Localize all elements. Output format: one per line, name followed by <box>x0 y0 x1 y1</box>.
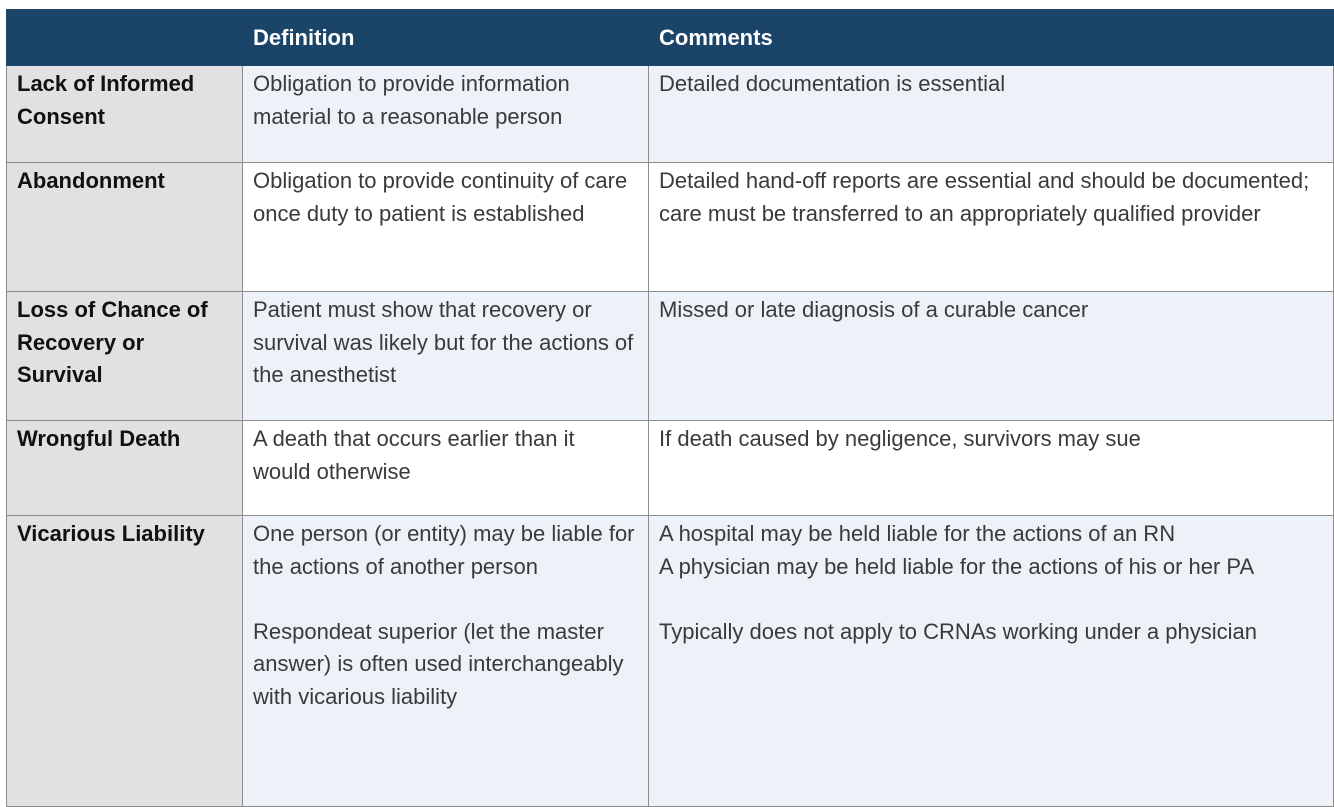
comments-cell <box>649 516 1334 807</box>
header-definition: Definition <box>243 10 649 66</box>
definition-cell <box>243 163 649 292</box>
comments-text: A physician may be held liable for the actions of his or her PA <box>659 553 1255 579</box>
paragraph-gap <box>253 583 638 616</box>
comments-text: Missed or late diagnosis of a curable cancer <box>659 297 1089 322</box>
term-cell: Loss of Chance of Recovery or Survival <box>7 292 243 421</box>
table-header-row <box>7 10 1334 66</box>
table-row <box>7 66 1334 163</box>
legal-terms-table <box>6 9 1334 807</box>
definition-text: Respondeat superior (let the master answer) is often used interchangeably with vicarious liability <box>253 618 624 709</box>
table-row <box>7 292 1334 421</box>
comments-cell <box>649 163 1334 292</box>
term-cell: Wrongful Death <box>7 421 243 516</box>
term-cell: Lack of Informed Consent <box>7 66 243 163</box>
header-term <box>7 10 243 66</box>
comments-cell <box>649 421 1334 516</box>
definition-cell <box>243 292 649 421</box>
comments-text: A hospital may be held liable for the actions of an RN <box>659 521 1176 546</box>
legal-terms-table-container <box>6 9 1333 807</box>
definition-text: A death that occurs earlier than it would otherwise <box>253 426 575 484</box>
definition-text: Obligation to provide continuity of care once duty to patient is established <box>253 168 628 226</box>
comments-cell <box>649 292 1334 421</box>
table-row <box>7 163 1334 292</box>
comments-text: Detailed hand-off reports are essential and should be documented; care must be transferred to an appropriately qualified provider <box>659 168 1310 226</box>
definition-text: Patient must show that recovery or survival was likely but for the actions of the anesthetist <box>253 297 634 387</box>
comments-text: Detailed documentation is essential <box>659 71 1006 96</box>
definition-cell <box>243 421 649 516</box>
header-comments: Comments <box>649 10 1334 66</box>
term-cell: Abandonment <box>7 163 243 292</box>
definition-cell <box>243 516 649 807</box>
comments-text: Typically does not apply to CRNAs working under a physician <box>659 618 1257 644</box>
definition-text: Obligation to provide information material to a reasonable person <box>253 71 570 129</box>
table-row <box>7 516 1334 807</box>
comments-text: If death caused by negligence, survivors may sue <box>659 426 1141 451</box>
table-row <box>7 421 1334 516</box>
paragraph-gap <box>659 583 1323 616</box>
definition-text: One person (or entity) may be liable for the actions of another person <box>253 521 635 579</box>
term-cell: Vicarious Liability <box>7 516 243 807</box>
comments-cell <box>649 66 1334 163</box>
definition-cell <box>243 66 649 163</box>
